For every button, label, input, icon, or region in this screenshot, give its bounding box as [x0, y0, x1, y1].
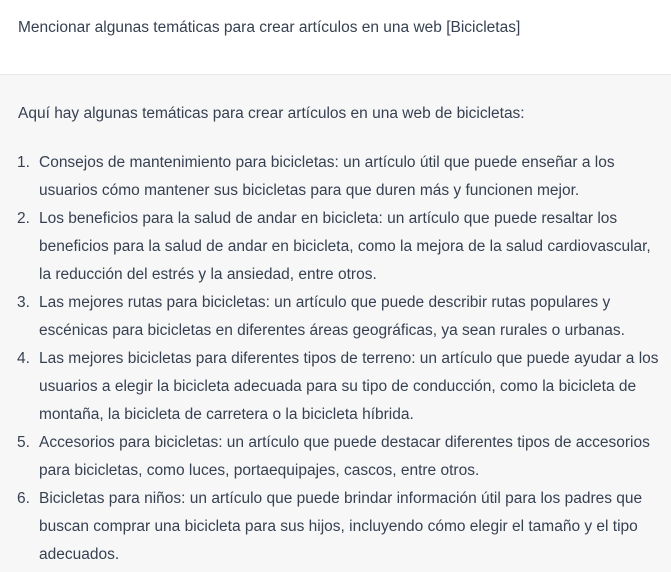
list-item-number: 1.	[17, 154, 30, 171]
list-item-number: 3.	[17, 294, 30, 311]
list-item	[0, 485, 671, 569]
list-item-text: Las mejores rutas para bicicletas: un artículo que puede describir rutas populares y escénicas para bicicletas en diferentes áreas geográficas, ya sean rurales o urbanas.	[39, 294, 625, 339]
list-item	[0, 149, 671, 205]
assistant-intro-text: Aquí hay algunas temáticas para crear artículos en una web de bicicletas:	[18, 105, 525, 122]
list-item-number: 2.	[17, 210, 30, 227]
user-message-block	[0, 0, 671, 75]
assistant-message-block	[0, 75, 671, 572]
user-message-text: Mencionar algunas temáticas para crear artículos en una web [Bicicletas]	[18, 19, 521, 36]
list-item-text: Bicicletas para niños: un artículo que puede brindar información útil para los padres que buscan comprar una bicicleta para sus hijos, incluyendo cómo elegir el tamaño y el tipo adecuados.	[39, 490, 643, 563]
list-item-text: Accesorios para bicicletas: un artículo que puede destacar diferentes tipos de accesorios para bicicletas, como luces, portaequipajes, cascos, entre otros.	[39, 434, 650, 479]
list-item-number: 6.	[17, 490, 30, 507]
list-item	[0, 289, 671, 345]
list-item-text: Las mejores bicicletas para diferentes tipos de terreno: un artículo que puede ayudar a los usuarios a elegir la bicicleta adecuada para su tipo de conducción, como la bicicleta de montaña, la bicicleta de carretera o la bicicleta híbrida.	[39, 350, 659, 423]
topic-list	[0, 149, 671, 569]
list-item	[0, 345, 671, 429]
list-item-number: 5.	[17, 434, 30, 451]
list-item	[0, 205, 671, 289]
list-item-text: Los beneficios para la salud de andar en bicicleta: un artículo que puede resaltar los beneficios para la salud de andar en bicicleta, como la mejora de la salud cardiovascular, la reducción del estrés y la ansiedad, entre otros.	[39, 210, 651, 283]
list-item-text: Consejos de mantenimiento para bicicletas: un artículo útil que puede enseñar a los usuarios cómo mantener sus bicicletas para que duren más y funcionen mejor.	[39, 154, 615, 199]
list-item-number: 4.	[17, 350, 30, 367]
list-item	[0, 429, 671, 485]
